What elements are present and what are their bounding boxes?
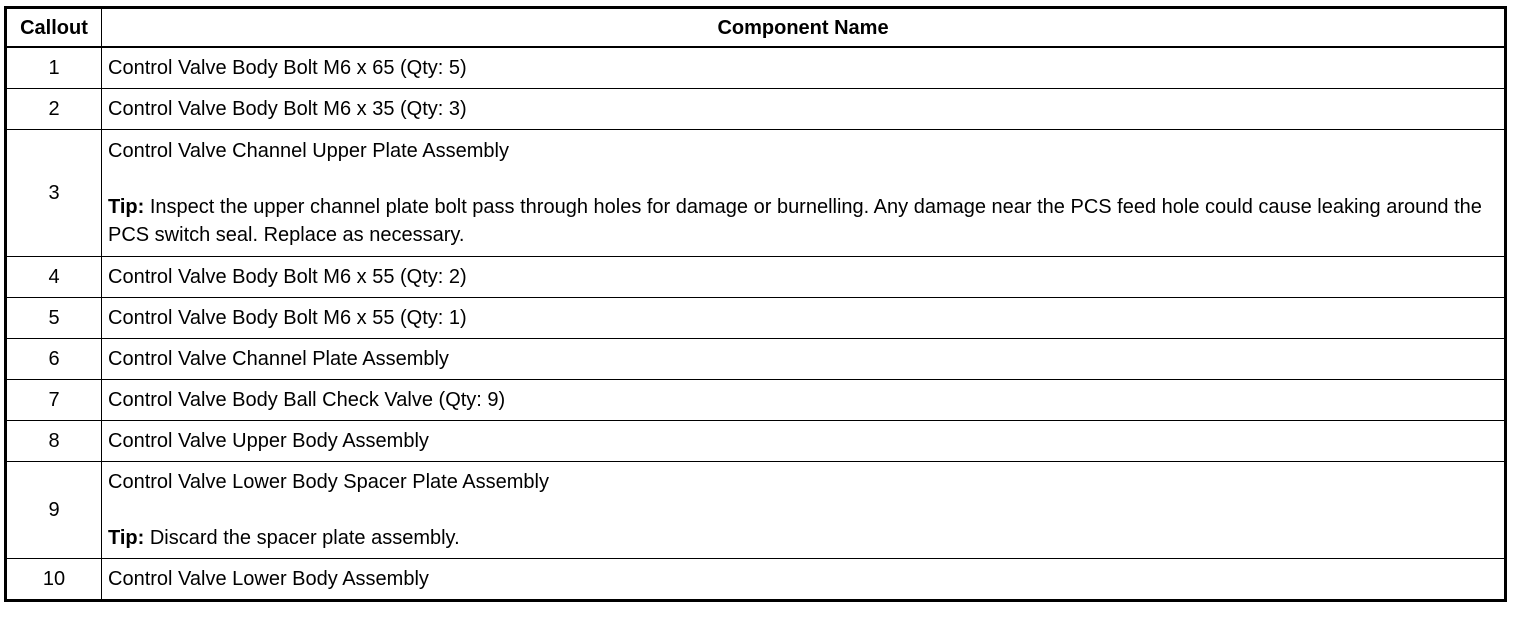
component-name-cell: Control Valve Body Bolt M6 x 55 (Qty: 1): [102, 298, 1506, 339]
callout-cell: 1: [6, 47, 102, 89]
component-name-cell: Control Valve Body Bolt M6 x 65 (Qty: 5): [102, 47, 1506, 89]
component-name-cell: [102, 130, 1506, 257]
callout-cell: 2: [6, 89, 102, 130]
table-row: [6, 298, 1506, 339]
callout-cell: 10: [6, 559, 102, 601]
table-row: [6, 130, 1506, 257]
callout-cell: 7: [6, 380, 102, 421]
component-name-cell: [102, 462, 1506, 559]
table-row: [6, 380, 1506, 421]
paragraph-spacer: [108, 165, 1498, 193]
table-row: [6, 559, 1506, 601]
component-name-cell: Control Valve Channel Plate Assembly: [102, 339, 1506, 380]
component-name-text: Control Valve Lower Body Spacer Plate Assembly: [108, 471, 549, 493]
table-row: [6, 89, 1506, 130]
component-name-cell: Control Valve Body Bolt M6 x 35 (Qty: 3): [102, 89, 1506, 130]
component-name-cell: Control Valve Lower Body Assembly: [102, 559, 1506, 601]
callout-cell: 6: [6, 339, 102, 380]
table-header-row: [6, 8, 1506, 48]
callout-column-header: Callout: [6, 8, 102, 48]
callout-cell: 5: [6, 298, 102, 339]
table-row: [6, 47, 1506, 89]
table-row: [6, 339, 1506, 380]
callout-cell: 9: [6, 462, 102, 559]
tip-text: Discard the spacer plate assembly.: [149, 527, 460, 549]
tip-paragraph: [108, 524, 1498, 552]
component-name-text: Control Valve Channel Upper Plate Assembly: [108, 140, 509, 162]
component-name-column-header: Component Name: [102, 8, 1506, 48]
tip-paragraph: [108, 193, 1498, 249]
component-name-cell: Control Valve Body Bolt M6 x 55 (Qty: 2): [102, 257, 1506, 298]
table-row: [6, 421, 1506, 462]
callout-cell: 4: [6, 257, 102, 298]
tip-text: Inspect the upper channel plate bolt pass through holes for damage or burnelling. Any damage near the PCS feed hole could cause leaking around the PCS switch seal. Replace as necessary.: [108, 196, 1482, 246]
table-row: [6, 462, 1506, 559]
component-table: [4, 6, 1507, 602]
tip-label: Tip:: [108, 527, 145, 549]
callout-cell: 8: [6, 421, 102, 462]
table-row: [6, 257, 1506, 298]
component-name-cell: Control Valve Body Ball Check Valve (Qty: 9): [102, 380, 1506, 421]
paragraph-spacer: [108, 496, 1498, 524]
component-name-cell: Control Valve Upper Body Assembly: [102, 421, 1506, 462]
tip-label: Tip:: [108, 196, 145, 218]
callout-cell: 3: [6, 130, 102, 257]
